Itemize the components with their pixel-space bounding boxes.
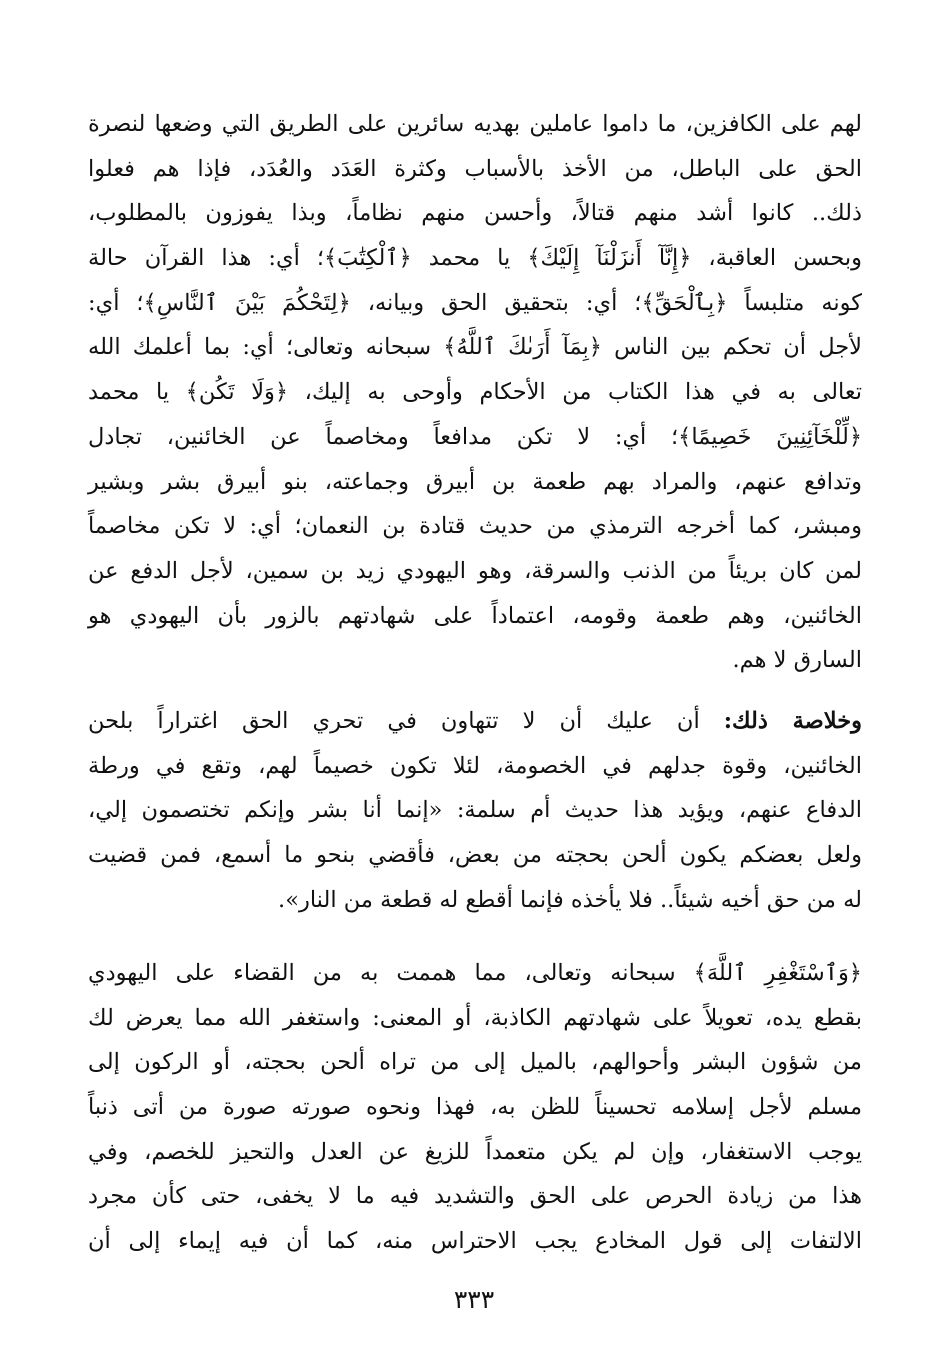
paragraph-istighfar [88, 951, 862, 1264]
text-line: وبحسن العاقبة، ﴿إِنَّآ أَنزَلْنَآ إِلَيْكَ﴾ يا محمد ﴿ٱلْكِتَٰبَ﴾؛ أي: هذا القرآن حالة [88, 245, 862, 272]
text-line: الخائنين، وهم طعمة وقومه، اعتماداً على شهادتهم بالزور بأن اليهودي هو [88, 602, 862, 629]
text-line: ﴿لِّلْخَآئِنِينَ خَصِيمًا﴾؛ أي: لا تكن مدافعاً ومخاصماً عن الخائنين، تجادل [88, 423, 862, 450]
text-line: ولعل بعضكم يكون ألحن بحجته من بعض، فأقضي بنحو ما أسمع، فمن قضيت [88, 842, 862, 869]
text-line [88, 699, 862, 744]
text-line: هذا من زيادة الحرص على الحق والتشديد فيه ما لا يخفى، حتى كأن مجرد [88, 1183, 862, 1210]
text-line: ومبشر، كما أخرجه الترمذي من حديث قتادة بن النعمان؛ أي: لا تكن مخاصماً [88, 513, 862, 540]
text-line: كونه متلبساً ﴿بِٱلْحَقِّ﴾؛ أي: بتحقيق الحق وبيانه، ﴿لِتَحْكُمَ بَيْنَ ٱلنَّاسِ﴾؛ أي: [88, 289, 862, 316]
text-line: الخائنين، وقوة جدلهم في الخصومة، لئلا تكون خصيماً لهم، وتقع في ورطة [88, 752, 862, 779]
text-line: يوجب الاستغفار، وإن لم يكن متعمداً للزيغ عن العدل والتحيز للخصم، وفي [88, 1138, 862, 1165]
text-line: ﴿وَٱسْتَغْفِرِ ٱللَّهَ﴾ سبحانه وتعالى، مما هممت به من القضاء على اليهودي [88, 960, 862, 986]
summary-heading: وخلاصة ذلك: [723, 708, 862, 734]
text-line-segment: أن عليك أن لا تتهاون في تحري الحق اغتراراً بلحن [88, 708, 700, 734]
paragraph-summary [88, 699, 862, 922]
text-line: وتدافع عنهم، والمراد بهم طعمة بن أبيرق وجماعته، بنو أبيرق بشر وبشير [88, 468, 862, 495]
text-line: لهم على الكافزين، ما داموا عاملين بهديه سائرين على الطريق التي وضعها لنصرة [88, 111, 862, 137]
text-line: السارق لا هم. [732, 647, 862, 674]
text-line: من شؤون البشر وأحوالهم، بالميل إلى من تراه ألحن بحجته، أو الركون إلى [88, 1049, 862, 1076]
paragraph-commentary-verse [88, 102, 862, 683]
text-line: بقطع يده، تعويلاً على شهادتهم الكاذبة، أو المعنى: واستغفر الله مما يعرض لك [88, 1004, 862, 1031]
text-line: الحق على الباطل، من الأخذ بالأسباب وكثرة العَدَد والعُدَد، فإذا هم فعلوا [88, 155, 862, 182]
text-line: لمن كان بريئاً من الذنب والسرقة، وهو اليهودي زيد بن سمين، لأجل الدفع عن [88, 557, 862, 584]
text-line: الالتفات إلى قول المخادع يجب الاحتراس منه، كما أن فيه إيماء إلى أن [88, 1228, 862, 1255]
page-number: ٣٣٣ [453, 1285, 495, 1314]
text-line: تعالى به في هذا الكتاب من الأحكام وأوحى به إليك، ﴿وَلَا تَكُن﴾ يا محمد [88, 379, 862, 406]
text-line: مسلم لأجل إسلامه تحسيناً للظن به، فهذا ونحوه صورته صورة من أتى ذنباً [88, 1094, 862, 1121]
text-line: لأجل أن تحكم بين الناس ﴿بِمَآ أَرَىٰكَ ٱللَّهُ﴾ سبحانه وتعالى؛ أي: بما أعلمك الله [88, 334, 862, 361]
text-line: الدفاع عنهم، ويؤيد هذا حديث أم سلمة: «إنما أنا بشر وإنكم تختصمون إلي، [88, 797, 862, 824]
text-line: له من حق أخيه شيئاً.. فلا يأخذه فإنما أقطع له قطعة من النار». [278, 886, 862, 913]
text-line: ذلك.. كانوا أشد منهم قتالاً، وأحسن منهم نظاماً، وبذا يفوزون بالمطلوب، [88, 200, 862, 227]
